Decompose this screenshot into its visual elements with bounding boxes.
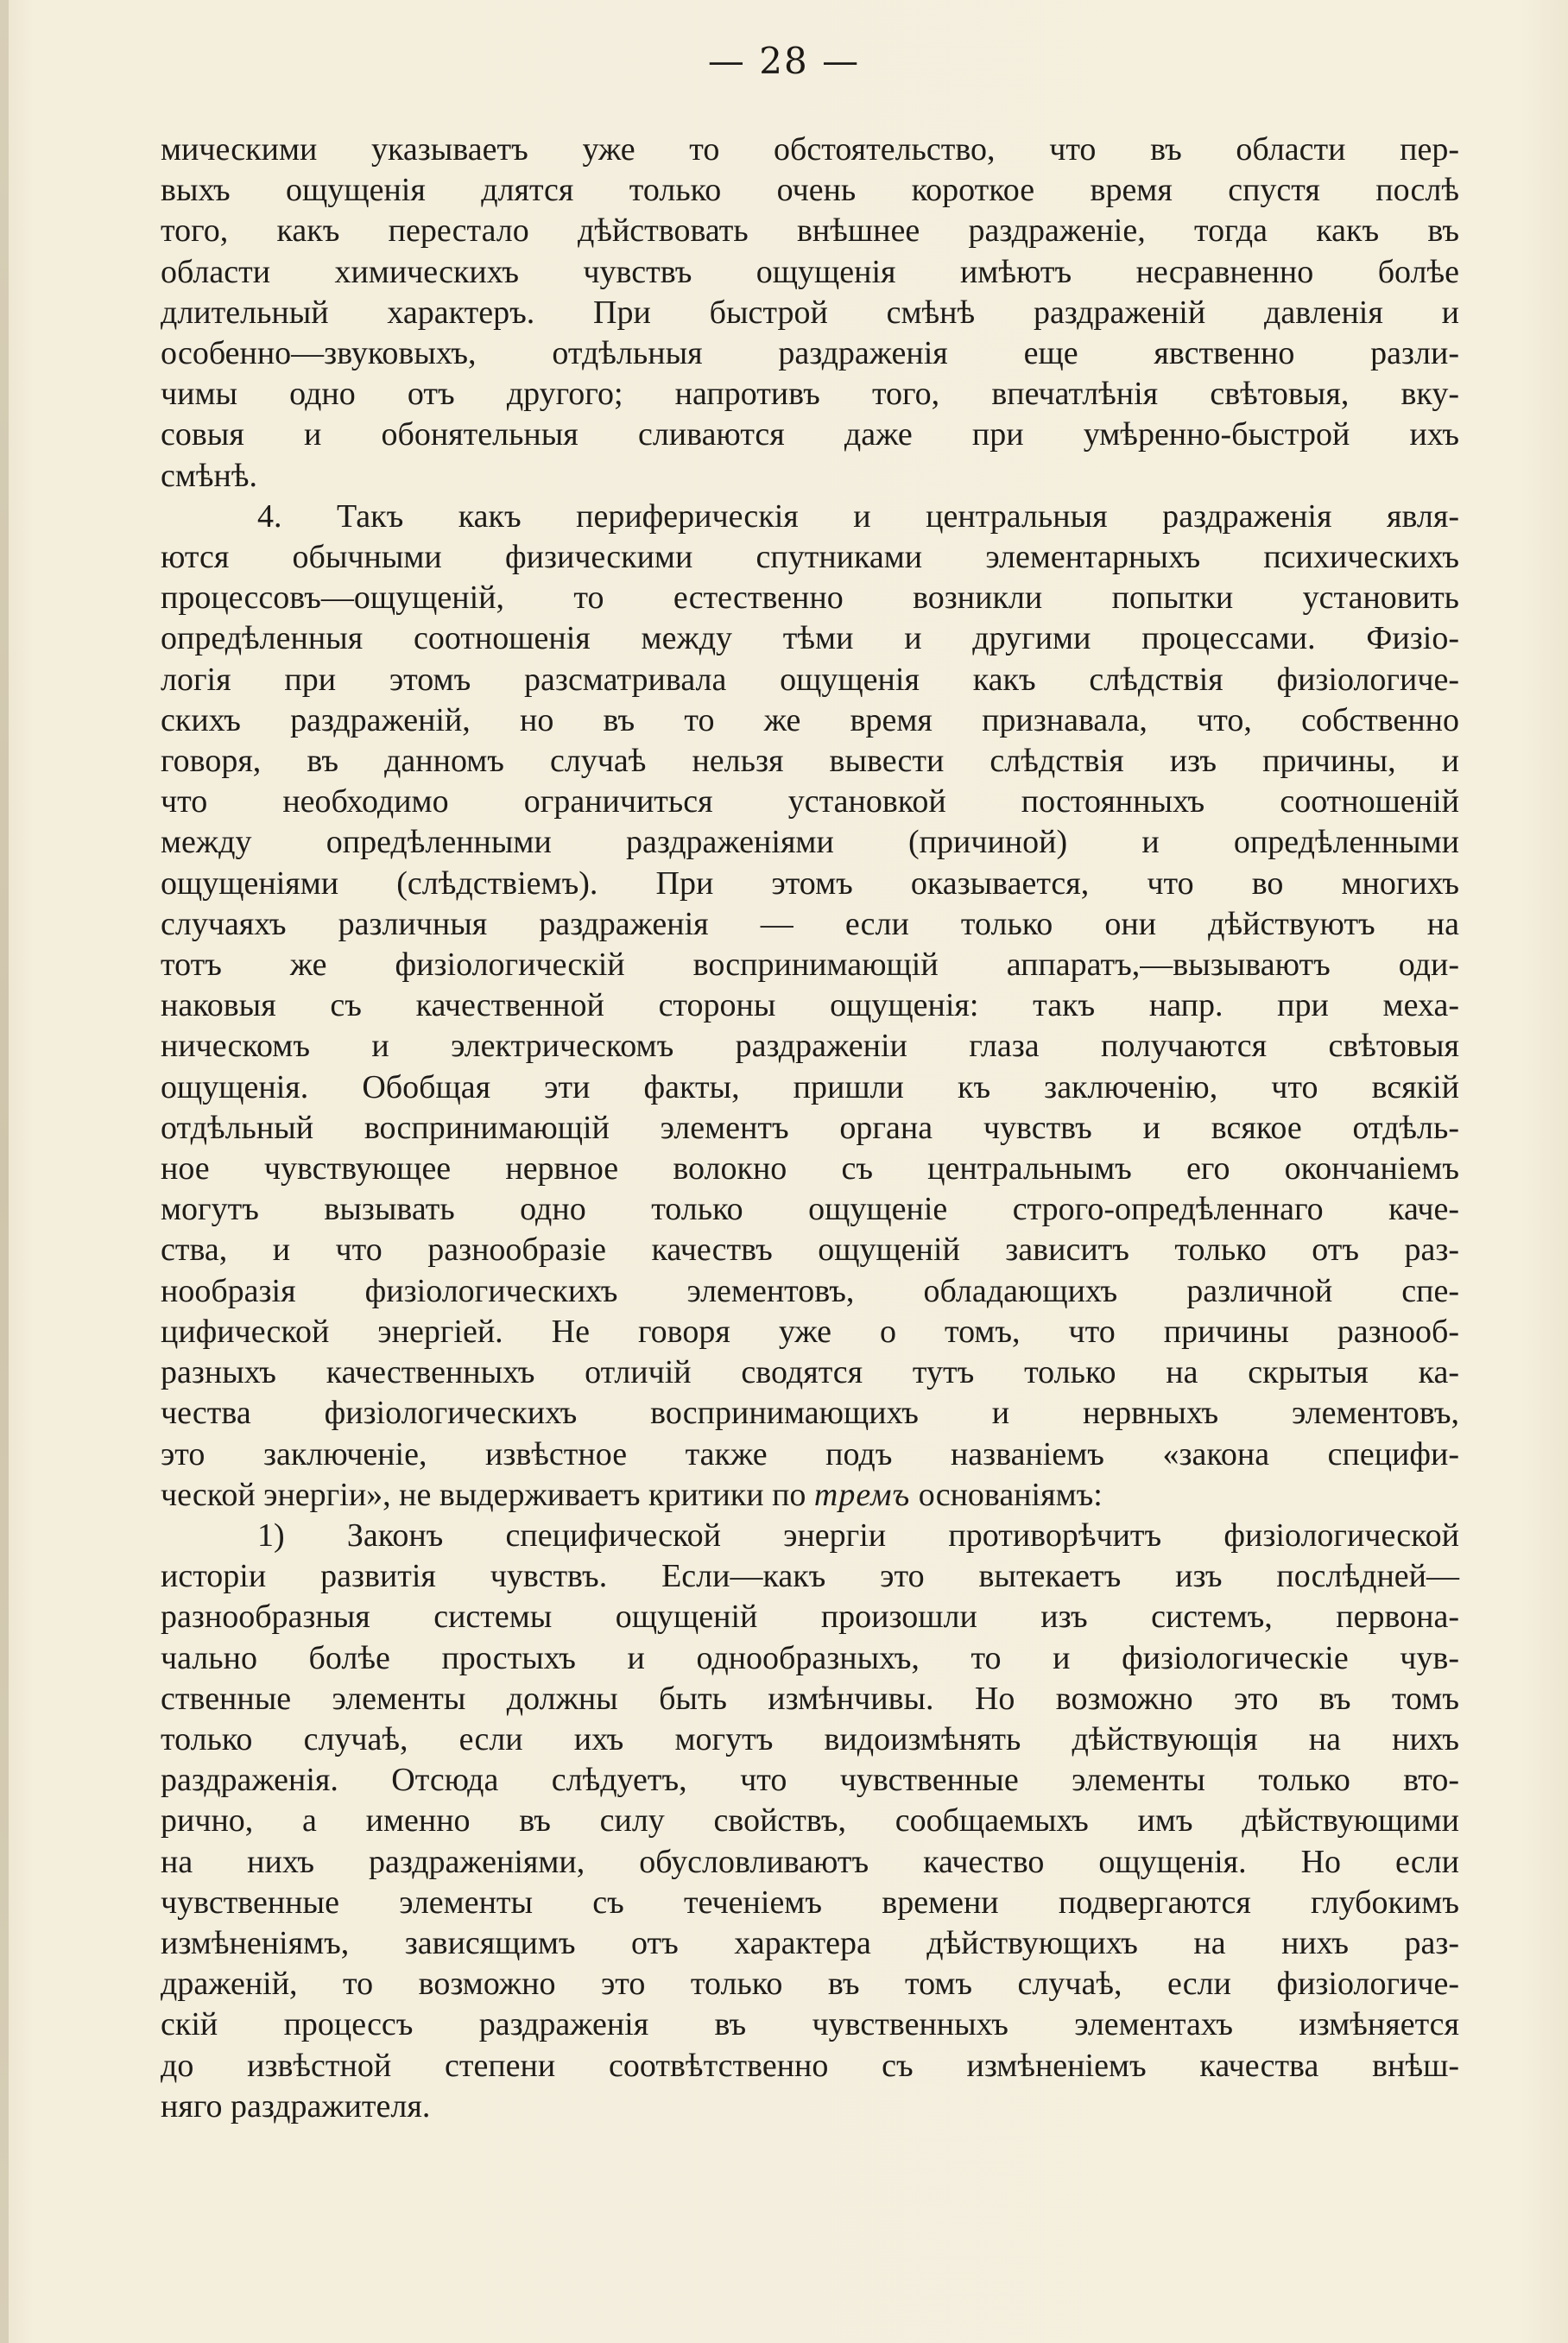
text-line: это заключеніе, извѣстное также подъ названіемъ «закона специфи-: [161, 1435, 1459, 1472]
text-line: 1) Законъ специфической энергіи противорѣчитъ физіологической: [257, 1517, 1459, 1554]
text-line: случаяхъ различныя раздраженія — если только они дѣйствуютъ на: [161, 905, 1459, 942]
text-line: чества физіологическихъ воспринимающихъ и нервныхъ элементовъ,: [161, 1395, 1459, 1432]
text-line: тотъ же физіологическій воспринимающій аппаратъ,—вызываютъ оди-: [161, 947, 1459, 984]
text-line: чувственные элементы съ теченіемъ времени подвергаются глубокимъ: [161, 1884, 1459, 1921]
text-line: длительный характеръ. При быстрой смѣнѣ раздраженій давленія и: [161, 294, 1459, 331]
text-line: между опредѣленными раздраженіями (причиной) и опредѣленными: [161, 824, 1459, 861]
text-line: нообразія физіологическихъ элементовъ, обладающихъ различной спе-: [161, 1272, 1459, 1309]
text-line: измѣненіямъ, зависящимъ отъ характера дѣйствующихъ на нихъ раз-: [161, 1924, 1459, 1961]
text-fragment: ческой энергіи», не выдерживаетъ критики по: [161, 1476, 814, 1513]
text-line: только случаѣ, если ихъ могутъ видоизмѣнять дѣйствующія на нихъ: [161, 1720, 1459, 1757]
text-line: мическими указываетъ уже то обстоятельство, что въ области пер-: [161, 131, 1459, 168]
text-line: ощущеніями (слѣдствіемъ). При этомъ оказывается, что во многихъ: [161, 864, 1459, 902]
text-line: того, какъ перестало дѣйствовать внѣшнее раздраженіе, тогда какъ въ: [161, 212, 1459, 250]
text-line: ются обычными физическими спутниками элементарныхъ психическихъ: [161, 539, 1459, 576]
text-line: няго раздражителя.: [161, 2087, 431, 2125]
paragraph-2: [161, 497, 1459, 1516]
binding-edge: [0, 0, 9, 2343]
text-line: драженій, то возможно это только въ томъ случаѣ, если физіологиче-: [161, 1966, 1459, 2003]
text-line: цифической энергіей. Не говоря уже о томъ, что причины разнооб-: [161, 1313, 1459, 1350]
text-line: ства, и что разнообразіе качествъ ощущеній зависитъ только отъ раз-: [161, 1232, 1459, 1269]
text-line: скихъ раздраженій, но въ то же время признавала, что, собственно: [161, 701, 1459, 738]
emphasized-word: тремъ: [813, 1476, 911, 1513]
text-line: процессовъ—ощущеній, то естественно возникли попытки установить: [161, 579, 1459, 617]
text-line: могутъ вызывать одно только ощущеніе строго-опредѣленнаго каче-: [161, 1191, 1459, 1228]
text-line: особенно—звуковыхъ, отдѣльныя раздраженія еще явственно разли-: [161, 335, 1459, 372]
paragraph-3: [161, 1516, 1459, 2127]
text-line: 4. Такъ какъ периферическія и центральныя раздраженія явля-: [257, 497, 1459, 535]
paragraph-1: [161, 130, 1459, 497]
text-line: скій процессъ раздраженія въ чувственныхъ элементахъ измѣняется: [161, 2006, 1459, 2043]
text-line: разныхъ качественныхъ отличій сводятся тутъ только на скрытыя ка-: [161, 1354, 1459, 1391]
body-text: [161, 130, 1459, 2127]
text-line: чимы одно отъ другого; напротивъ того, впечатлѣнія свѣтовыя, вку-: [161, 376, 1459, 413]
text-line: раздраженія. Отсюда слѣдуетъ, что чувственные элементы только вто-: [161, 1762, 1459, 1799]
text-line: совыя и обонятельныя сливаются даже при умѣренно-быстрой ихъ: [161, 416, 1459, 453]
text-line: разнообразныя системы ощущеній произошли изъ системъ, первона-: [161, 1599, 1459, 1636]
text-line: выхъ ощущенія длятся только очень короткое время спустя послѣ: [161, 172, 1459, 209]
text-line: рично, а именно въ силу свойствъ, сообщаемыхъ имъ дѣйствующими: [161, 1802, 1459, 1840]
text-line: до извѣстной степени соотвѣтственно съ измѣненіемъ качества внѣш-: [161, 2047, 1459, 2084]
text-line: что необходимо ограничиться установкой постоянныхъ соотношеній: [161, 783, 1459, 820]
text-line: смѣнѣ.: [161, 457, 258, 494]
text-line: области химическихъ чувствъ ощущенія имѣютъ несравненно болѣе: [161, 253, 1459, 290]
text-line: ощущенія. Обобщая эти факты, пришли къ заключенію, что всякій: [161, 1068, 1459, 1105]
text-line: ственные элементы должны быть измѣнчивы. Но возможно это въ томъ: [161, 1680, 1459, 1717]
text-line: исторіи развитія чувствъ. Если—какъ это вытекаетъ изъ послѣдней—: [161, 1558, 1459, 1595]
text-line: ное чувствующее нервное волокно съ центральнымъ его окончаніемъ: [161, 1150, 1459, 1187]
text-line: чально болѣе простыхъ и однообразныхъ, то и физіологическіе чув-: [161, 1639, 1459, 1676]
text-line: на нихъ раздраженіями, обусловливаютъ качество ощущенія. Но если: [161, 1843, 1459, 1880]
text-line-with-emphasis: [161, 1475, 1459, 1516]
text-line: отдѣльный воспринимающій элементъ органа чувствъ и всякое отдѣль-: [161, 1109, 1459, 1146]
text-line: логія при этомъ разсматривала ощущенія какъ слѣдствія физіологиче-: [161, 661, 1459, 698]
text-fragment: основаніямъ:: [910, 1476, 1103, 1513]
text-line: ническомъ и электрическомъ раздраженіи глаза получаются свѣтовыя: [161, 1028, 1459, 1065]
page-number: — 28 —: [707, 40, 861, 82]
text-line: наковыя съ качественной стороны ощущенія: такъ напр. при меха-: [161, 987, 1459, 1024]
text-line: говоря, въ данномъ случаѣ нельзя вывести слѣдствія изъ причины, и: [161, 743, 1459, 780]
text-line: опредѣленныя соотношенія между тѣми и другими процессами. Физіо-: [161, 620, 1459, 657]
